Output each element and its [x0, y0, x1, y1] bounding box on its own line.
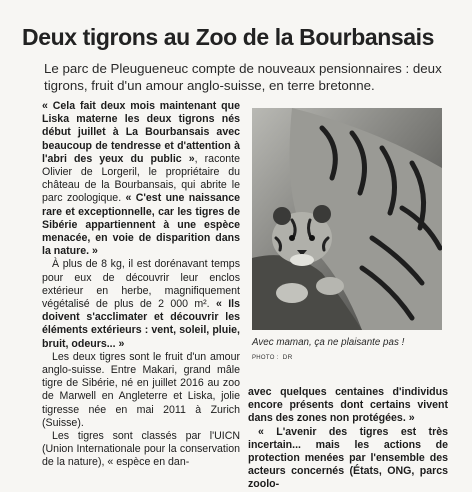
photo-credit: [252, 354, 293, 361]
paragraph-5: avec quelques centaines d'individus encore présents dont certains vivent dans des zones non protégées. »: [248, 386, 448, 425]
photo-credit-value: DR: [282, 354, 293, 361]
paragraph-3: Les deux tigres sont le fruit d'un amour anglo-suisse. Entre Makari, grand mâle tigre de Sibérie, né en juillet 2016 au zoo de Marwell en Angleterre et Liska, jolie tigresse née en mai 2011 à Zurich (Suisse).: [42, 350, 240, 429]
headline: Deux tigrons au Zoo de la Bourbansais: [22, 24, 435, 50]
article-column-right: [248, 386, 448, 492]
quote-acclimate: « Ils doivent s'acclimater et découvrir les éléments extérieurs : vent, soleil, pluie, bruit, odeurs... »: [42, 298, 240, 350]
paragraph-2: [42, 258, 240, 350]
paragraph-2-text: À plus de 8 kg, il est dorénavant temps pour eux de découvrir leur enclos extérieur en herbe, magnifiquement végétalisé de plus de 2 000 m².: [42, 258, 240, 311]
article-column-left: [42, 100, 240, 470]
standfirst: Le parc de Pleugueneuc compte de nouveaux pensionnaires : deux tigrons, fruit d'un amour anglo-suisse, en terre bretonne.: [44, 61, 442, 93]
attribution-text: , raconte Olivier de Lorgeril, le propriétaire du château de la Bourbansais, qui abrite le parc zoologique.: [42, 152, 240, 205]
quote-rare-birth: « C'est une naissance rare et exceptionnelle, car les tigres de Sibérie appartiennent à une espèce menacée, en voie de disparition dans la nature. »: [42, 192, 240, 258]
tiger-cub-photo: [252, 108, 442, 330]
tiger-photo-illustration: [252, 108, 442, 330]
paragraph-1: [42, 100, 240, 258]
photo-caption: Avec maman, ça ne plaisante pas !: [252, 337, 405, 348]
photo-credit-label: PHOTO :: [252, 355, 279, 361]
paragraph-4: Les tigres sont classés par l'UICN (Union Internationale pour la conservation de la nature), « espèce en dan-: [42, 430, 240, 469]
paragraph-6: « L'avenir des tigres est très incertain... mais les actions de protection menées par l'ensemble des acteurs concernés (États, ONG, parcs zoolo-: [248, 425, 448, 491]
quote-opening: « Cela fait deux mois maintenant que Liska materne les deux tigrons nés début juillet à La Bourbansais avec beaucoup de tendresse et d'attention à l'abri des yeux du public »: [42, 100, 240, 165]
